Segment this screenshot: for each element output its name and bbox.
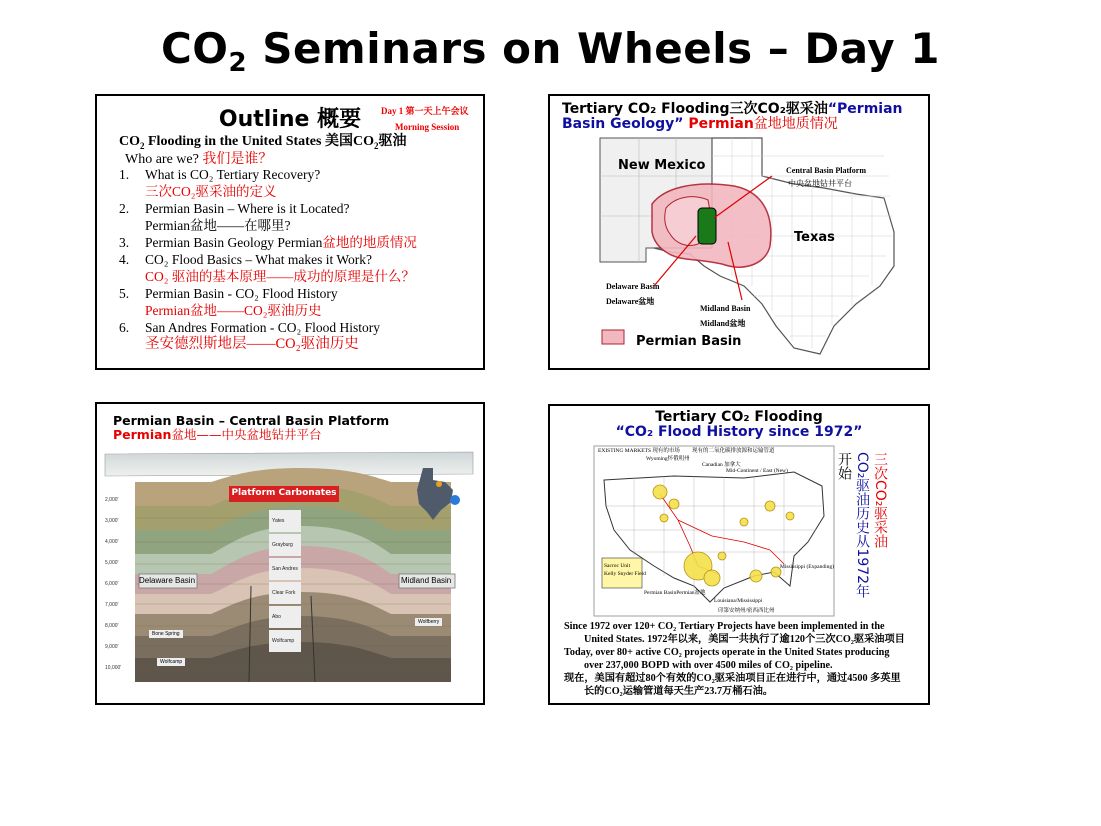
layer-tags [269,510,301,652]
session-note: Morning Session [395,122,460,132]
heading-part: Flooding in the United States 美国CO [144,134,374,149]
svg-text:Mississippi (Expanding): Mississippi (Expanding) [780,564,834,570]
item-number: 3. [119,235,130,250]
central-platform-label: Central Basin Platform [786,166,866,175]
central-platform-zh-label: 中央盆地钻井平台 [788,179,852,188]
layer-tag: San Andres [269,558,301,580]
layer-tag: Yates [269,510,301,532]
outline-list [119,166,417,353]
list-item [119,166,417,183]
svg-text:三次CO₂驱采油: 三次CO₂驱采油 [872,452,888,549]
svg-text:Mid-Continent / East (New): Mid-Continent / East (New) [726,468,788,474]
geology-slide[interactable] [548,94,930,370]
item-zh: Permian盆地——在哪里? [145,218,291,233]
item-en: Permian Basin - CO₂ Flood History [145,286,338,301]
item-spacer [119,268,145,285]
svg-text:Sacroc Unit: Sacroc Unit [604,563,631,569]
svg-text:开始: 开始 [836,452,852,480]
list-item [119,200,417,217]
item-number: 4. [119,252,130,267]
heading-sub: 2 [373,140,379,151]
item-en: CO₂ Flood Basics – What makes it Work? [145,252,372,267]
svg-text:Louisiana/Mississippi: Louisiana/Mississippi [714,598,763,604]
title-line: Tertiary CO₂ Flooding [655,409,823,425]
page-title [0,24,1101,78]
central-platform-region [698,208,716,244]
heading-part: 驱油 [378,134,407,149]
banner-label: Platform Carbonates [231,488,337,498]
history-line: 长的CO₂运输管道每天生产23.7万桶石油。 [584,686,773,697]
title-co: CO [160,24,229,73]
layer-tag: Bone Spring [149,630,183,638]
us-map [594,446,834,616]
title-part: 盆地地质情况 [753,116,838,132]
new-mexico-label: New Mexico [618,158,706,173]
history-line: Today, over 80+ active CO₂ projects operate in the United States producing [564,647,890,658]
item-zh: 三次CO₂驱采油的定义 [145,184,277,199]
svg-text:Wyoming怀俄明州: Wyoming怀俄明州 [646,456,690,462]
layer-tag: Clear Fork [269,582,301,604]
list-item [119,251,417,268]
history-line: 现在，美国有超过80个有效的CO₂驱采油项目正在进行中，通过4500 多英里 [564,673,901,684]
item-zh: CO₂ 驱油的基本原理——成功的原理是什么？ [145,269,415,284]
depth-tick: 2,000' [105,497,119,503]
who-en: Who are we? [125,152,199,167]
depth-tick: 5,000' [105,560,119,566]
svg-text:Permian BasinPermian盆地: Permian BasinPermian盆地 [644,590,706,596]
svg-text:EXISTING MARKETS 现有的市场: EXISTING MARKETS 现有的市场 [598,448,680,454]
midland-label: Midland Basin [700,304,751,313]
svg-text:Canadian 加拿大: Canadian 加拿大 [702,462,741,468]
list-item [119,268,417,285]
list-item [119,217,417,234]
depth-tick: 4,000' [105,539,119,545]
list-item [119,183,417,200]
list-item [119,336,417,353]
title-subscript: 2 [228,48,248,78]
heading-sub: 2 [140,140,145,151]
who-line [125,148,272,168]
item-zh: 圣安德烈斯地层——CO₂驱油历史 [145,336,359,352]
outline-title: Outline 概要 [218,107,362,132]
subtitle-part: 盆地——中央盆地钻井平台 [171,427,322,442]
delaware-label: Delaware Basin [139,576,196,585]
item-zh: Permian盆地——CO₂驱油历史 [145,303,322,318]
item-spacer [119,217,145,234]
layer-tag: Abo [269,606,301,628]
item-zh: 盆地的地质情况 [322,235,417,250]
delaware-label: Delaware Basin [606,282,660,291]
svg-text:现有的二氧化碳排放源和运输管道: 现有的二氧化碳排放源和运输管道 [692,448,775,454]
item-en: Permian Basin Geology Permian [145,235,323,250]
item-spacer [119,183,145,200]
platform-subtitle [113,428,321,441]
item-en: What is CO₂ Tertiary Recovery? [145,167,321,182]
delaware-zh-label: Delaware盆地 [606,297,655,306]
layer-tag: Grayburg [269,534,301,556]
midland-zh-label: Midland盆地 [700,319,746,328]
item-spacer [119,336,145,353]
depth-tick: 7,000' [105,602,119,608]
item-number: 2. [119,201,130,216]
heading-part: CO [119,134,140,149]
item-en: San Andres Formation - CO₂ Flood History [145,320,380,335]
history-line: United States. 1972年以来，美国一共执行了逾120个三次CO₂驱采油项目 [584,634,905,645]
svg-text:Kelly Snyder Field: Kelly Snyder Field [604,571,646,577]
title-rest: Seminars on Wheels – Day 1 [247,24,941,73]
list-item [119,234,417,251]
geology-title [562,102,922,132]
list-item [119,302,417,319]
layer-tag: Wolfberry [415,618,442,626]
legend-label: Permian Basin [636,334,742,349]
history-line: over 237,000 BOPD with over 4500 miles of CO₂ pipeline. [584,660,833,671]
depth-tick: 3,000' [105,518,119,524]
item-en: Permian Basin – Where is it Located? [145,201,350,216]
list-item [119,319,417,336]
history-line: Since 1972 over 120+ CO₂ Tertiary Projects have been implemented in the [564,621,885,632]
title-part: Permian [683,116,754,132]
item-spacer [119,302,145,319]
svg-text:CO₂驱油历史从1972年: CO₂驱油历史从1972年 [854,452,870,599]
midland-label: Midland Basin [401,576,452,585]
platform-slide[interactable] [95,402,485,705]
day-note: Day 1 第一天上午会议 [381,106,469,116]
depth-tick: 8,000' [105,623,119,629]
subtitle-part: Permian [113,427,172,442]
item-number: 1. [119,167,130,182]
outline-slide[interactable] [95,94,485,370]
title-part: Tertiary CO₂ Flooding三次CO₂驱采油 [562,101,828,117]
svg-text:印第安纳州/密西西比州: 印第安纳州/密西西比州 [718,608,775,614]
history-slide[interactable] [548,404,930,705]
layer-tag: Wolfcamp [269,630,301,652]
depth-tick: 10,000' [105,665,122,671]
who-zh: 我们是谁？ [202,152,273,167]
texas-label: Texas [794,230,835,245]
platform-title: Permian Basin – Central Basin Platform [113,413,390,428]
depth-tick: 9,000' [105,644,119,650]
history-title [550,410,928,440]
legend-swatch [602,330,624,344]
title-line: “CO₂ Flood History since 1972” [615,424,863,440]
list-item [119,285,417,302]
depth-tick: 6,000' [105,581,119,587]
layer-tag: Wolfcamp [157,658,185,666]
title-part: “Permian Basin Geology” [562,101,903,132]
item-number: 5. [119,286,130,301]
item-number: 6. [119,320,130,335]
depth-scale [105,490,121,679]
vertical-chinese-caption [836,444,898,624]
history-text [564,620,924,698]
